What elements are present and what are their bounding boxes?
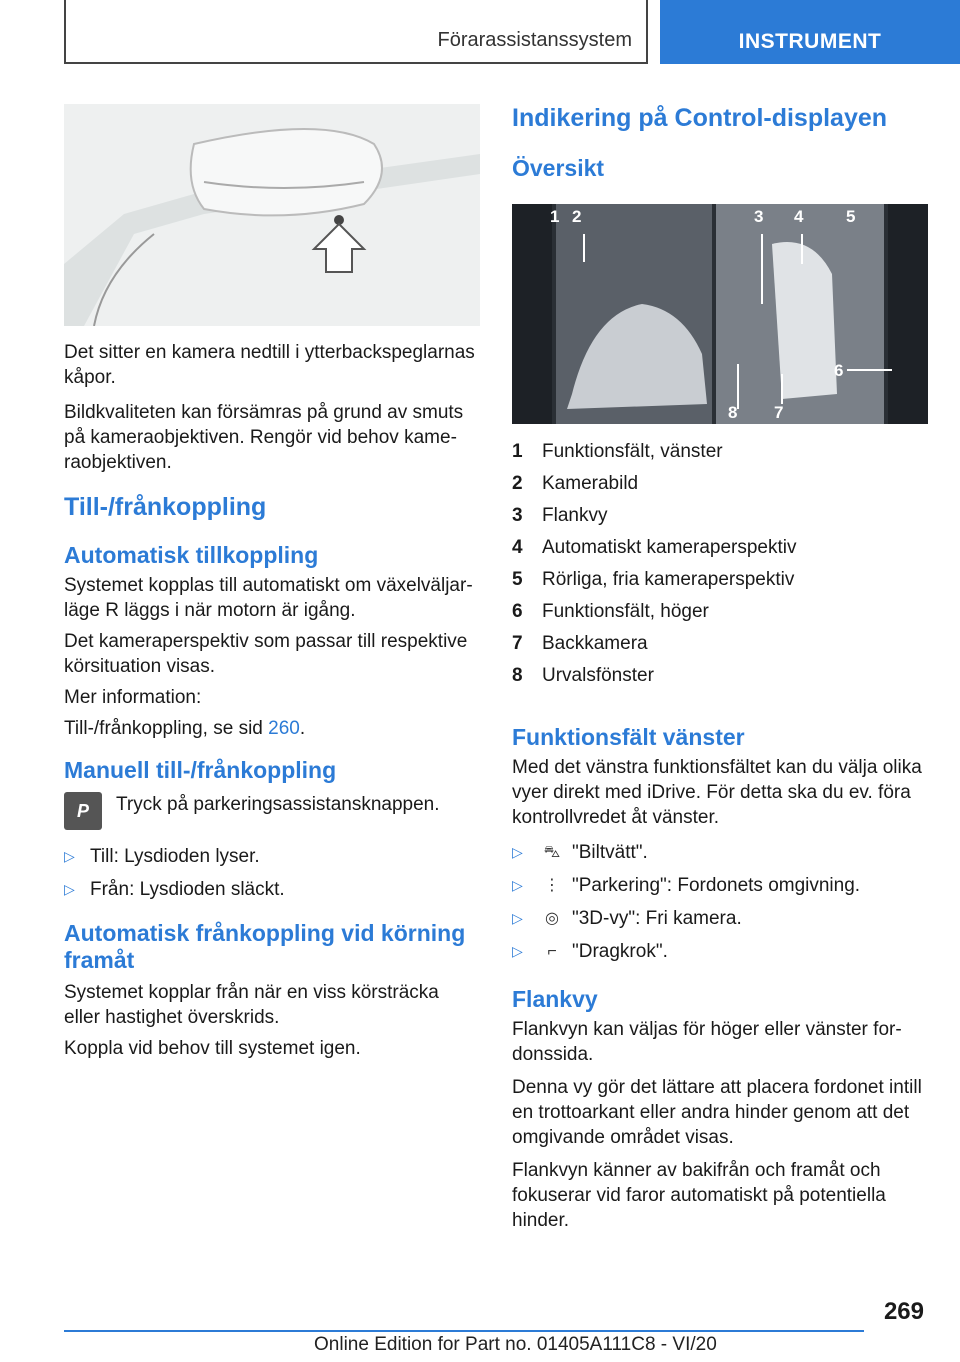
svg-text:2: 2	[572, 207, 582, 226]
heading-display: Indikering på Control-displayen	[512, 104, 888, 132]
triangle-bullet-icon: ▷	[512, 877, 523, 893]
heading-auto-off: Automatisk frånkoppling vid körning framåt	[64, 920, 466, 973]
chapter-tab[interactable]	[660, 0, 960, 64]
numbered-legend	[512, 436, 928, 692]
section-title: Förarassistanssystem	[437, 29, 632, 51]
triangle-bullet-icon: ▷	[512, 943, 523, 959]
left-column	[64, 104, 480, 1061]
list-item: ▷ ⋮ "Parkering": Fordonets omgivning.	[512, 875, 861, 896]
list-item: 6 Funktionsfält, höger	[512, 601, 709, 622]
paragraph: Systemet kopplas till automatiskt om växelväljarläge R läggs i när motorn är igång.	[64, 575, 473, 621]
paragraph: Mer information:	[64, 687, 202, 708]
svg-text:7: 7	[774, 403, 784, 422]
paragraph: Koppla vid behov till systemet igen.	[64, 1038, 361, 1059]
footer-divider	[64, 1330, 864, 1332]
svg-text:1: 1	[550, 207, 560, 226]
paragraph: Med det vänstra funktionsfältet kan du välja olika vyer direkt med iDrive. För detta ska du ev. föra kontrollvredet åt vänster.	[512, 757, 922, 828]
triangle-bullet-icon: ▷	[64, 848, 75, 864]
3d-view-icon: ◎	[545, 910, 559, 927]
triangle-bullet-icon: ▷	[512, 844, 523, 860]
parking-icon: ⋮	[544, 877, 560, 894]
list-item: 5 Rörliga, fria kameraperspektiv	[512, 569, 795, 590]
section-header	[64, 0, 648, 64]
triangle-bullet-icon: ▷	[64, 881, 75, 897]
paragraph: Flankvyn känner av bakifrån och framåt och fokuserar vid faror automatiskt på potentiella hinder.	[512, 1160, 886, 1231]
paragraph: Det sitter en kamera nedtill i ytterbackspeglarnas kåpor.	[64, 342, 475, 388]
parking-assist-button-icon: P	[64, 792, 102, 830]
list-item: 8 Urvalsfönster	[512, 665, 654, 686]
heading-manual: Manuell till-/frånkoppling	[64, 757, 337, 783]
list-item: ▷ ⌐ "Dragkrok".	[512, 941, 668, 962]
paragraph-with-link: Till-/frånkoppling, se sid 260.	[64, 718, 306, 739]
svg-text:4: 4	[794, 207, 804, 226]
paragraph: Flankvyn kan väljas för höger eller vänster fordonssida.	[512, 1019, 902, 1065]
page-number: 269	[883, 1298, 924, 1325]
svg-text:3: 3	[754, 207, 764, 226]
tow-hook-icon: ⌐	[547, 943, 557, 960]
paragraph: Det kameraperspektiv som passar till respektive körsituation visas.	[64, 631, 468, 677]
svg-text:8: 8	[728, 403, 738, 422]
list-item: 1 Funktionsfält, vänster	[512, 441, 723, 462]
list-item: ▷ Från: Lysdioden släckt.	[64, 879, 285, 900]
list-item: ▷ Till: Lysdioden lyser.	[64, 846, 260, 867]
paragraph: Systemet kopplar från när en viss körsträcka eller hastighet överskrids.	[64, 982, 439, 1028]
heading-overview: Översikt	[512, 155, 605, 181]
chapter-title: INSTRUMENT	[738, 30, 882, 53]
list-item: ▷ ⛍ "Biltvätt".	[512, 842, 648, 863]
svg-text:6: 6	[834, 361, 844, 380]
footer-edition: Online Edition for Part no. 01405A111C8 - VI/20	[314, 1334, 717, 1355]
car-wash-icon: ⛍	[543, 844, 561, 861]
heading-func-left: Funktionsfält vänster	[512, 724, 745, 750]
triangle-bullet-icon: ▷	[512, 910, 523, 926]
heading-flank: Flankvy	[512, 986, 598, 1012]
list-item: 2 Kamerabild	[512, 473, 639, 494]
paragraph: Bildkvaliteten kan försämras på grund av smuts på kameraobjektiven. Rengör vid behov kameraobjektiven.	[64, 402, 464, 473]
list-item: 3 Flankvy	[512, 505, 608, 526]
heading-till: Till-/frånkoppling	[64, 493, 267, 521]
paragraph: Denna vy gör det lättare att placera fordonet intill en trottoarkant eller andra hinder genom att det omgivande området visas.	[512, 1077, 922, 1148]
svg-text:5: 5	[846, 207, 856, 226]
list-item: ▷ ◎ "3D-vy": Fri kamera.	[512, 908, 742, 929]
list-item: 7 Backkamera	[512, 633, 648, 654]
right-column	[512, 104, 928, 1233]
page-link[interactable]: 260	[268, 718, 300, 739]
heading-auto: Automatisk tillkoppling	[64, 542, 319, 568]
list-item: 4 Automatiskt kameraperspektiv	[512, 537, 797, 558]
button-instruction: P Tryck på parkeringsassistansknappen.	[64, 792, 480, 830]
mirror-camera-figure	[64, 104, 480, 326]
control-display-figure	[512, 204, 928, 424]
